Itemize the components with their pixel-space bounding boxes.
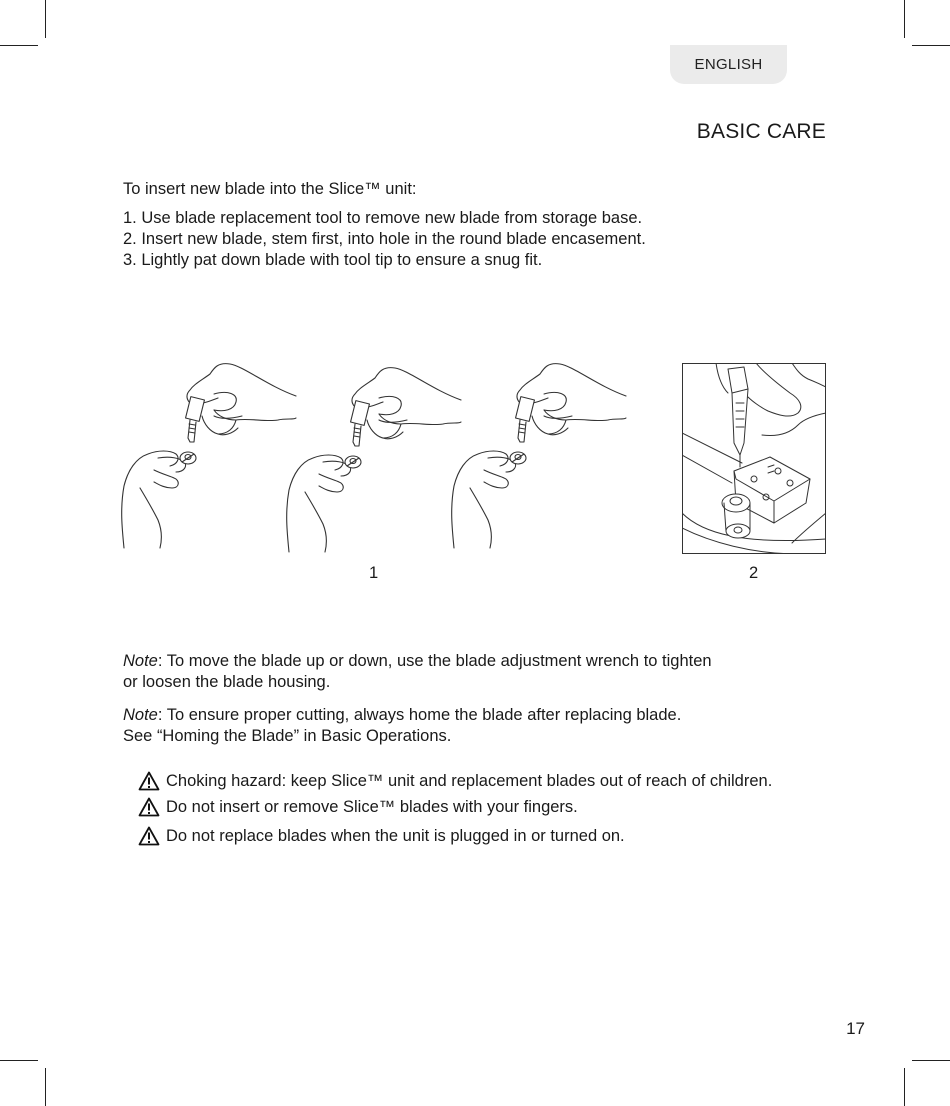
crop-mark	[0, 1060, 38, 1061]
instruction-steps	[123, 208, 646, 271]
warning-triangle-icon	[138, 826, 160, 846]
note-text: or loosen the blade housing.	[123, 673, 331, 691]
note-blade-adjustment	[123, 651, 712, 693]
warning-text: Do not replace blades when the unit is plugged in or turned on.	[166, 826, 625, 845]
crop-mark	[904, 1068, 905, 1106]
figure-label-1: 1	[369, 564, 379, 582]
note-text: : To move the blade up or down, use the blade adjustment wrench to tighten	[157, 652, 712, 670]
warning-triangle-icon	[138, 771, 160, 791]
warning-text: Do not insert or remove Slice™ blades with your fingers.	[166, 797, 578, 816]
note-label: Note	[123, 652, 158, 670]
warning-item	[138, 826, 625, 846]
warning-triangle-icon	[138, 797, 160, 817]
crop-mark	[904, 0, 905, 38]
note-text: See “Homing the Blade” in Basic Operations.	[123, 727, 452, 745]
step-1: 1. Use blade replacement tool to remove new blade from storage base.	[123, 209, 643, 227]
crop-mark	[912, 1060, 950, 1061]
crop-mark	[45, 0, 46, 38]
section-title: BASIC CARE	[696, 120, 826, 143]
blade-removal-illustration	[118, 358, 638, 558]
step-3: 3. Lightly pat down blade with tool tip to ensure a snug fit.	[123, 251, 543, 269]
language-tab: ENGLISH	[670, 45, 787, 84]
note-homing	[123, 705, 681, 747]
step-2: 2. Insert new blade, stem first, into hole in the round blade encasement.	[123, 230, 646, 248]
note-label: Note	[123, 706, 158, 724]
crop-mark	[45, 1068, 46, 1106]
warning-item	[138, 771, 772, 791]
blade-insertion-illustration	[682, 363, 826, 554]
crop-mark	[912, 45, 950, 46]
note-text: : To ensure proper cutting, always home the blade after replacing blade.	[157, 706, 682, 724]
page-number: 17	[846, 1019, 865, 1038]
figure-label-2: 2	[749, 564, 759, 582]
warning-item	[138, 797, 578, 817]
warning-text: Choking hazard: keep Slice™ unit and replacement blades out of reach of children.	[166, 771, 773, 790]
instructions-intro: To insert new blade into the Slice™ unit:	[123, 180, 417, 198]
crop-mark	[0, 45, 38, 46]
